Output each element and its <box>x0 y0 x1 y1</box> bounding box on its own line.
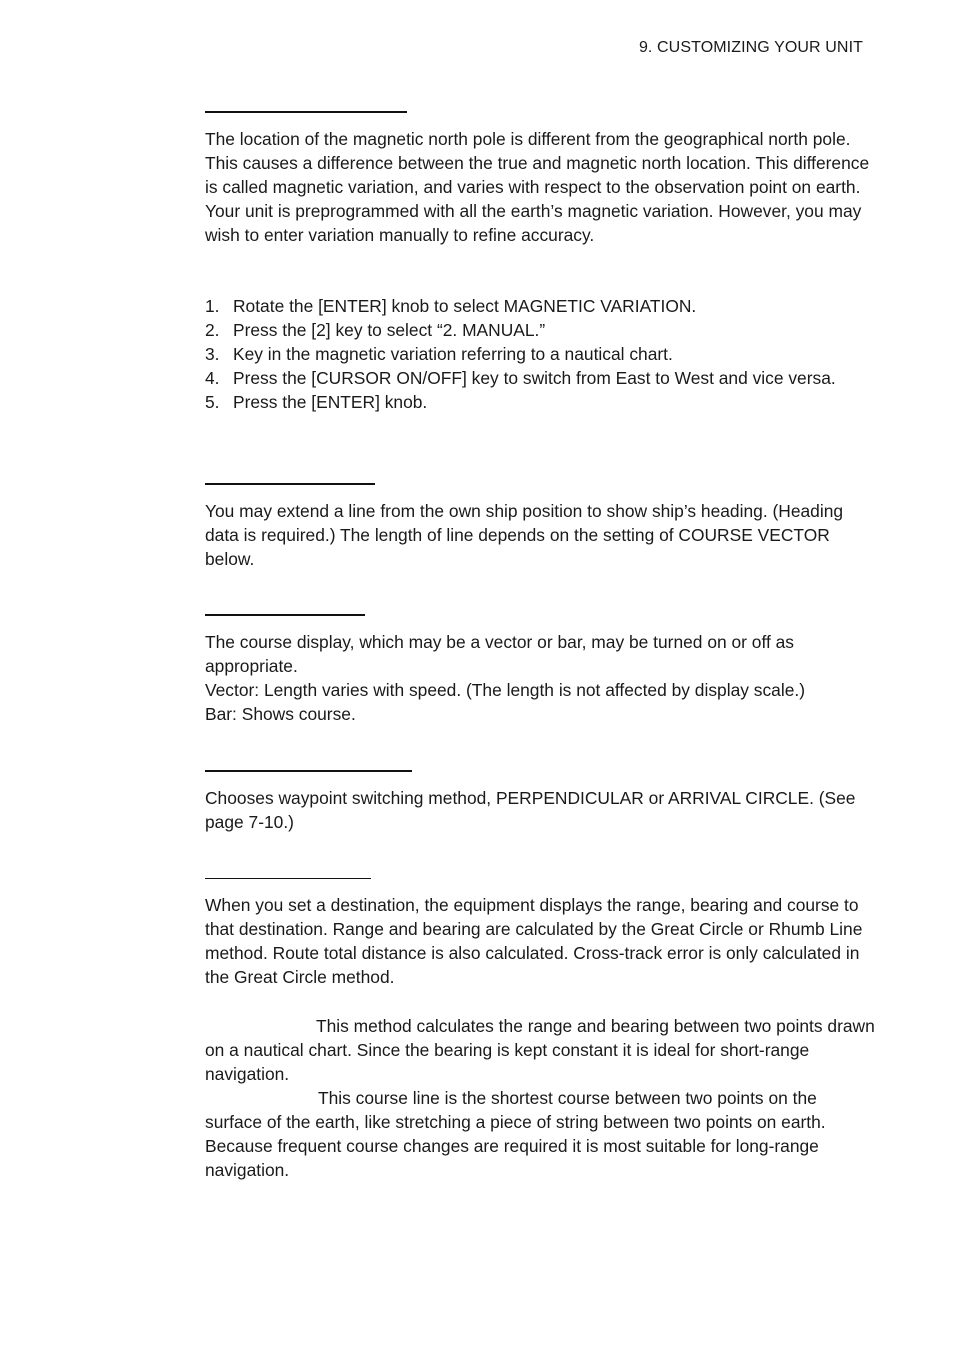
step-number: 5. <box>205 392 220 412</box>
heading-line-text: You may extend a line from the own ship position to show ship’s heading. (Heading data is required.) The length of line depends on the setting of COURSE VECTOR below. <box>205 501 844 569</box>
magnetic-variation-text: The location of the magnetic north pole is different from the geographical north pole. This causes a difference between the true and magnetic north location. This difference is called magnetic variation, and varies with respect to the observation point on earth. Your unit is preprogrammed with all the earth’s magnetic variation. However, you may wish to enter variation manually to refine accuracy. <box>205 129 870 245</box>
step-item <box>205 366 855 390</box>
step-number: 3. <box>205 344 220 364</box>
course-vector-text: The course display, which may be a vector or bar, may be turned on or off as appropriate. <box>205 632 795 676</box>
course-vector-bar-text: Bar: Shows course. <box>205 704 356 724</box>
step-item <box>205 318 855 342</box>
section-rule-heading-line <box>205 483 375 485</box>
rhumb-line-text: This method calculates the range and bearing between two points drawn on a nautical chart. Since the bearing is kept constant it is ideal for short-range navigation. <box>205 1016 875 1084</box>
section-rule-calculation-method <box>205 878 371 879</box>
step-text: Key in the magnetic variation referring to a nautical chart. <box>233 344 673 364</box>
step-text: Press the [ENTER] knob. <box>233 392 428 412</box>
great-circle-text: This course line is the shortest course between two points on the surface of the earth, like stretching a piece of string between two points on earth. Because frequent course changes are required it is most suitable for long-range navigation. <box>205 1088 826 1180</box>
course-vector-vector-text: Vector: Length varies with speed. (The length is not affected by display scale.) <box>205 680 805 700</box>
step-text: Rotate the [ENTER] knob to select MAGNETIC VARIATION. <box>233 296 697 316</box>
step-item <box>205 390 855 414</box>
step-item <box>205 342 855 366</box>
step-text: Press the [2] key to select “2. MANUAL.” <box>233 320 546 340</box>
step-text: Press the [CURSOR ON/OFF] key to switch from East to West and vice versa. <box>233 368 836 388</box>
section-rule-course-vector <box>205 614 365 616</box>
magnetic-variation-steps <box>205 294 855 414</box>
step-number: 2. <box>205 320 220 340</box>
waypoint-switching-text: Chooses waypoint switching method, PERPENDICULAR or ARRIVAL CIRCLE. (See page 7-10.) <box>205 788 856 832</box>
step-number: 1. <box>205 296 220 316</box>
section-rule-magnetic-variation <box>205 111 407 113</box>
calculation-method-text: When you set a destination, the equipment displays the range, bearing and course to that destination. Range and bearing are calculated by the Great Circle or Rhumb Line method. Route total distance is also calculated. Cross-track error is only calculated in the Great Circle method. <box>205 895 863 987</box>
step-number: 4. <box>205 368 220 388</box>
page-header: 9. CUSTOMIZING YOUR UNIT <box>638 39 863 56</box>
section-rule-waypoint-switching <box>205 770 412 772</box>
step-item <box>205 294 855 318</box>
